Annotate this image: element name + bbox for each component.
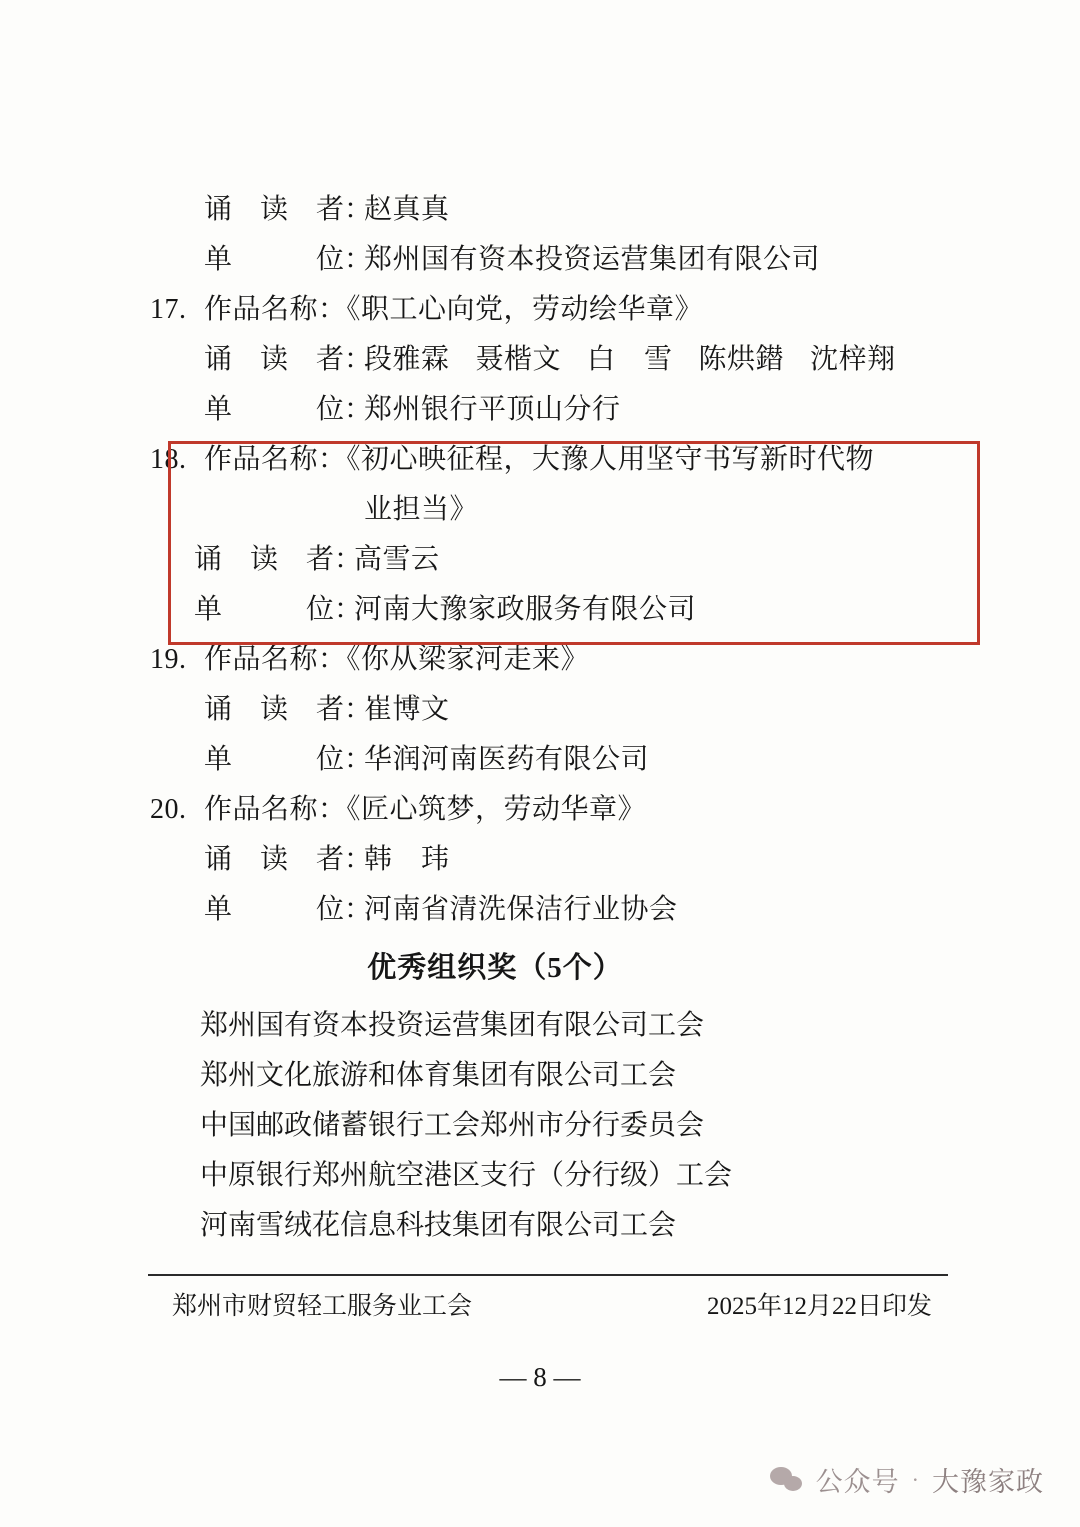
watermark-separator: ·: [911, 1466, 920, 1492]
organization-item: 中国邮政储蓄银行工会郑州市分行委员会: [200, 1110, 705, 1141]
reader-label: 诵 读 者：: [204, 344, 373, 375]
reader-value: 崔博文: [364, 694, 450, 725]
title-label: 作品名称：: [204, 294, 347, 325]
entry-title-line: [150, 635, 950, 685]
entry-unit-line: [150, 385, 950, 435]
highlighted-entry: [150, 435, 950, 635]
entry-unit-line: [150, 585, 950, 635]
title-value-line1: 《初心映征程，大豫人用坚守书写新时代物: [346, 444, 875, 475]
reader-label: 诵 读 者：: [204, 194, 373, 225]
unit-label: 单 位：: [194, 594, 363, 625]
page-number: — 8 —: [499, 1362, 581, 1392]
reader-label: 诵 读 者：: [204, 694, 373, 725]
document-body: [150, 185, 950, 1251]
unit-label: 单 位：: [204, 744, 373, 775]
entry-reader-line: [150, 835, 950, 885]
title-value-line2: 业担当》: [364, 494, 479, 525]
title-label: 作品名称：: [204, 794, 347, 825]
reader-label: 诵 读 者：: [204, 844, 373, 875]
footer-divider: [148, 1274, 948, 1276]
organization-item: 河南雪绒花信息科技集团有限公司工会: [200, 1210, 677, 1241]
unit-label: 单 位：: [204, 894, 373, 925]
title-value: 《职工心向党，劳动绘华章》: [346, 294, 704, 325]
entry-unit-line: [150, 735, 950, 785]
organization-item: 郑州国有资本投资运营集团有限公司工会: [200, 1010, 705, 1041]
reader-name: 白 雪: [587, 344, 673, 375]
title-value: 《你从梁家河走来》: [346, 644, 590, 675]
reader-value: 韩 玮: [364, 844, 450, 875]
entry-number: 17.: [150, 294, 187, 325]
unit-value: 郑州银行平顶山分行: [364, 394, 621, 425]
title-label: 作品名称：: [204, 444, 347, 475]
title-label: 作品名称：: [204, 644, 347, 675]
watermark-prefix: 公众号: [815, 1467, 900, 1497]
entry-reader-line: [150, 685, 950, 735]
entry-number: 19.: [150, 644, 187, 675]
entry-title-line: [150, 785, 950, 835]
entry-title-line: [150, 435, 950, 485]
unit-value: 郑州国有资本投资运营集团有限公司: [364, 244, 821, 275]
entry-reader-line: [150, 535, 950, 585]
organization-item: 中原银行郑州航空港区支行（分行级）工会: [200, 1160, 733, 1191]
unit-value: 河南大豫家政服务有限公司: [354, 594, 697, 625]
section-title: 优秀组织奖（5个）: [367, 952, 623, 984]
entry-unit-line: [150, 885, 950, 935]
watermark: [770, 1460, 1044, 1499]
reader-name: 段雅霖: [364, 344, 450, 375]
entry-title-line: [150, 285, 950, 335]
footer-date: 2025年12月22日印发: [706, 1293, 932, 1320]
reader-name: 聂楷文: [475, 344, 562, 375]
unit-value: 河南省清洗保洁行业协会: [364, 894, 678, 925]
reader-name: 陈烘鐟: [698, 344, 785, 375]
entry-title-line-wrap: [150, 485, 950, 535]
footer-issuer: 郑州市财贸轻工服务业工会: [172, 1293, 473, 1320]
entry-reader-line: [150, 185, 950, 235]
unit-label: 单 位：: [204, 394, 373, 425]
title-value: 《匠心筑梦，劳动华章》: [346, 794, 647, 825]
reader-label: 诵 读 者：: [194, 544, 363, 575]
reader-value: 赵真真: [364, 194, 450, 225]
document-footer: [150, 1286, 950, 1322]
unit-value: 华润河南医药有限公司: [364, 744, 650, 775]
reader-name: 沈梓翔: [810, 344, 896, 375]
watermark-brand: 大豫家政: [932, 1467, 1044, 1497]
entry-reader-line: [150, 335, 950, 385]
entry-number: 20.: [150, 794, 187, 825]
reader-value: 高雪云: [354, 544, 440, 575]
organization-item: 郑州文化旅游和体育集团有限公司工会: [200, 1060, 677, 1091]
entry-number: 18.: [150, 444, 187, 475]
wechat-icon: [770, 1465, 804, 1495]
unit-label: 单 位：: [204, 244, 373, 275]
entry-unit-line: [150, 235, 950, 285]
